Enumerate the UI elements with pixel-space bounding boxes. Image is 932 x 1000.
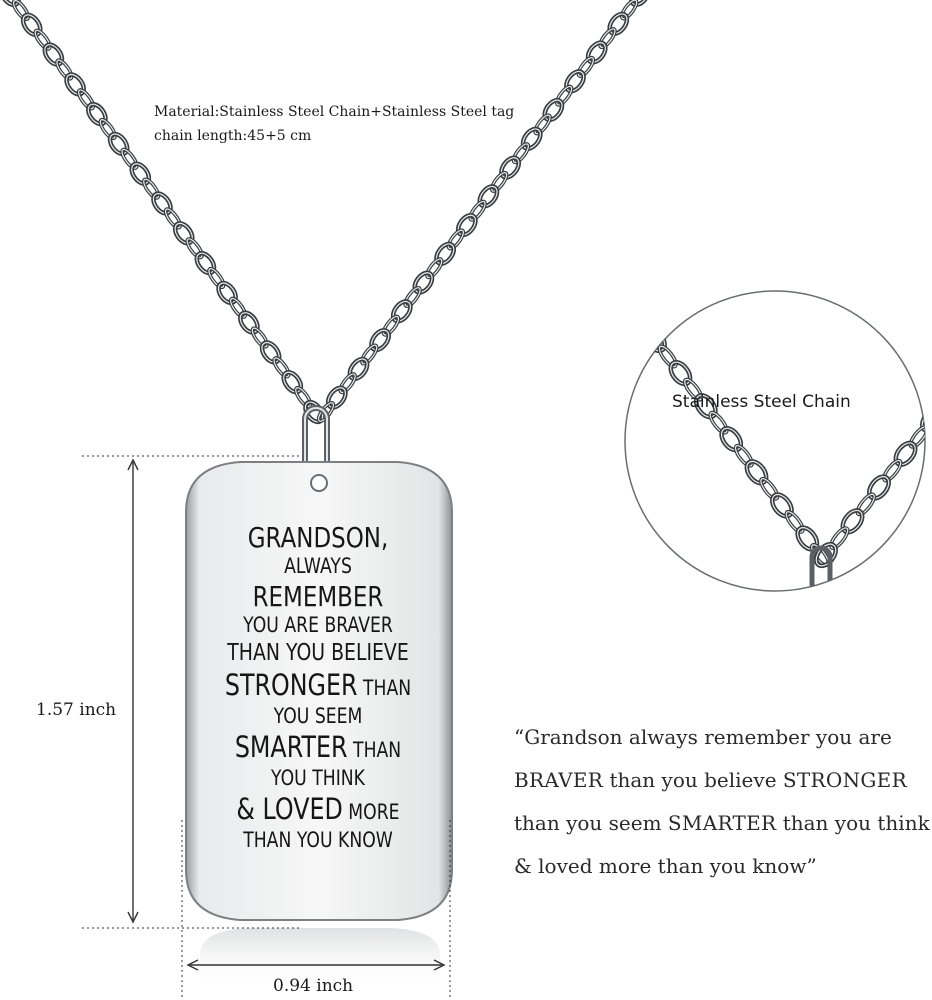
tag-line: YOU SEEM (273, 704, 363, 728)
height-dimension-label: 1.57 inch (36, 700, 117, 720)
material-line: Material:Stainless Steel Chain+Stainless Steel tag (154, 104, 515, 120)
tag-line-mixed (211, 792, 426, 826)
tag-line-mixed (211, 668, 426, 702)
quote-text: than you seem (514, 811, 668, 835)
width-dimension-label: 0.94 inch (273, 976, 354, 996)
tag-word: THAN (347, 738, 402, 762)
tag-line: ALWAYS (284, 554, 352, 578)
inset-label: Stainless Steel Chain (672, 392, 851, 412)
quote-emphasis-stronger: STRONGER (782, 768, 907, 792)
tag-word: & LOVED (236, 792, 343, 826)
quote-text: “Grandson always remember you are (514, 725, 892, 749)
quote-emphasis-smarter: SMARTER (667, 811, 777, 835)
quote-text: than you think & loved more than you know” (514, 811, 930, 878)
tag-word: STRONGER (224, 668, 358, 702)
tag-engraving (187, 522, 449, 857)
quote-text: than you believe (603, 768, 783, 792)
quote-emphasis-braver: BRAVER (514, 768, 604, 792)
chain-detail-inset (625, 291, 932, 592)
tag-line-mixed (211, 730, 426, 764)
tag-line: THAN YOU BELIEVE (227, 640, 409, 666)
tag-word: SMARTER (234, 730, 348, 764)
tag-line: REMEMBER (252, 580, 384, 613)
tag-word: THAN (357, 676, 412, 700)
tag-word: MORE (342, 800, 400, 824)
engraving-quote (514, 716, 932, 888)
tag-line: THAN YOU KNOW (243, 828, 393, 852)
tag-line: YOU ARE BRAVER (243, 613, 393, 637)
tag-line: YOU THINK (271, 766, 365, 790)
chain-length-line: chain length:45+5 cm (154, 128, 312, 144)
material-spec (154, 100, 514, 148)
tag-line: GRANDSON, (247, 521, 389, 554)
necklace-chain (0, 0, 652, 425)
